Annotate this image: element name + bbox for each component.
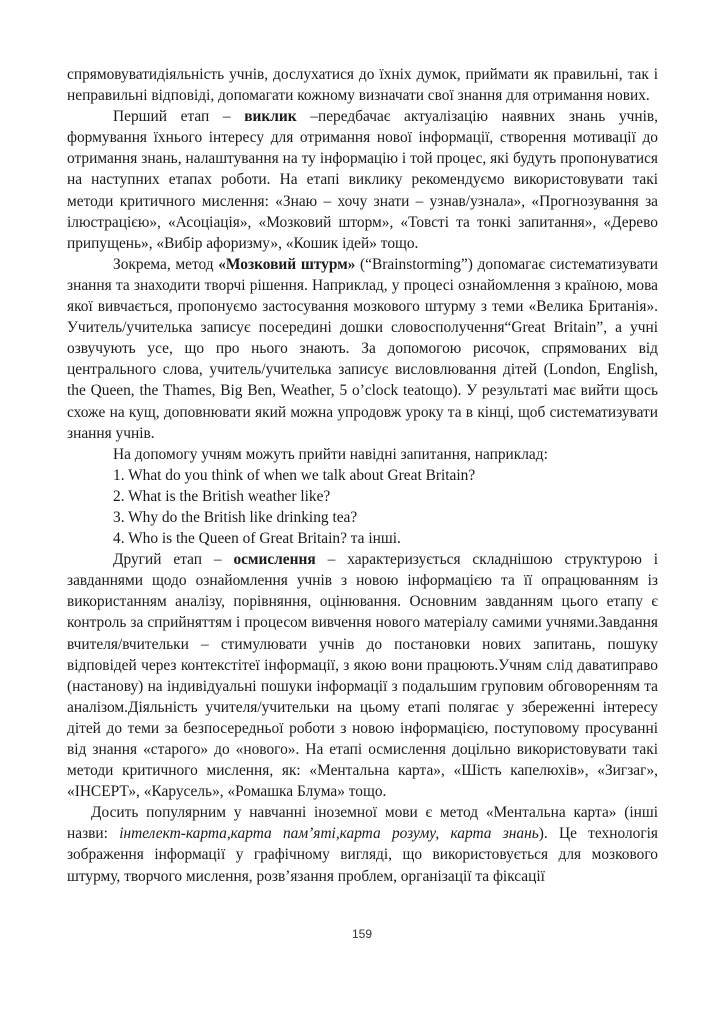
text-run: ). Це технологія зображення інформації у графічному вигляді, що використовується для мозкового штурму, творчого мислення, розв’язання проблем, організації та фіксації	[67, 825, 659, 885]
text-run: (“Brainstorming”) допомагає систематизувати знання та знаходити творчі рішення. Наприклад, у процесі ознайомлення з країною, мова якої вивчається, пропонуємо застосування мозкового штурму з теми «Велика Британія». Учитель/учителька записує посередині дошки словосполучення“Great Britain”, а учні озвучують усе, що про нього знають. За допомогою рисочок, спрямованих від центрального слова, учитель/учителька записує висловлювання дітей (London, English, the Queen, the Thames, Big Ben, Weather, 5 o’clock teatощо). У результаті має вийти щось схоже на кущ, доповнювати який можна упродовж уроку та в кінці, щоб систематизувати знання учнів.	[67, 255, 658, 442]
text-run: Досить популярним у навчанні іноземної мови є метод «Ментальна карта» (інші назви:	[67, 804, 658, 843]
question-item: 4. Who is the Queen of Great Britain? та інші.	[113, 530, 401, 548]
term-vyklyk: виклик	[244, 108, 297, 126]
text-run: Перший етап –	[113, 108, 245, 126]
paragraph-questions-intro: На допомогу учням можуть прийти навідні запитання, наприклад:	[113, 445, 548, 463]
paragraph-mental-map	[67, 802, 658, 886]
term-brainstorm: «Мозковий штурм»	[218, 255, 356, 273]
page-number: 159	[351, 927, 373, 941]
text-run: –передбачає актуалізацію наявних знань учнів, формування їхнього інтересу для отримання нової інформації, створення мотивації до отримання знань, налаштування на ту інформацію і той процес, які будуть пропонуватися на наступних етапах роботи. На етапі виклику рекомендуємо використовувати такі методи критичного мислення: «Знаю – хочу знати – узнав/узнала», «Прогнозування за ілюстрацією», «Асоціація», «Мозковий шторм», «Товсті та тонкі запитання», «Дерево припущень», «Вибір афоризму», «Кошик ідей» тощо.	[67, 108, 658, 252]
text-run: Другий етап –	[113, 551, 234, 569]
alternative-names: інтелект-карта,карта пам’яті,карта розуму, карта знань	[119, 825, 539, 843]
paragraph-stage-two	[67, 549, 658, 802]
paragraph-continuation: спрямовуватидіяльність учнів, дослухатися до їхніх думок, приймати як правильні, так і неправильні відповіді, допомагати кожному визначати свої знання для отримання нових.	[67, 66, 658, 105]
paragraph-stage-one	[67, 106, 658, 254]
question-item: 2. What is the British weather like?	[113, 487, 331, 505]
text-run: – характеризується складнішою структурою і завданнями щодо ознайомлення учнів з новою інформацією та її опрацюванням із використанням аналізу, порівняння, оцінювання. Основним завданням цього етапу є контроль за сприйняттям і процесом вивчення нового матеріалу самими учнями.Завдання вчителя/вчительки – стимулювати учнів до постановки нових запитань, пошуку відповідей через контекстітеї інформації, з якою вони працюють.Учням слід даватиправо (настанову) на індивідуальні пошуки інформації з подальшим груповим обговоренням та аналізом.Діяльність учителя/учительки на цьому етапі полягає у збереженні інтересу дітей до теми за безпосередньої роботи з новою інформацією, поступовому просуванні від знання «старого» до «нового». На етапі осмислення доцільно використовувати такі методи критичного мислення, як: «Ментальна карта», «Шість капелюхів», «Зигзаг», «ІНСЕРТ», «Карусель», «Ромашка Блума» тощо.	[67, 551, 658, 801]
body-text	[67, 64, 658, 887]
text-run: Зокрема, метод	[113, 255, 219, 273]
paragraph-brainstorming	[67, 254, 658, 444]
question-item: 3. Why do the British like drinking tea?	[113, 508, 358, 526]
question-item: 1. What do you think of when we talk about Great Britain?	[113, 466, 476, 484]
term-osmyslennia: осмислення	[233, 551, 316, 569]
